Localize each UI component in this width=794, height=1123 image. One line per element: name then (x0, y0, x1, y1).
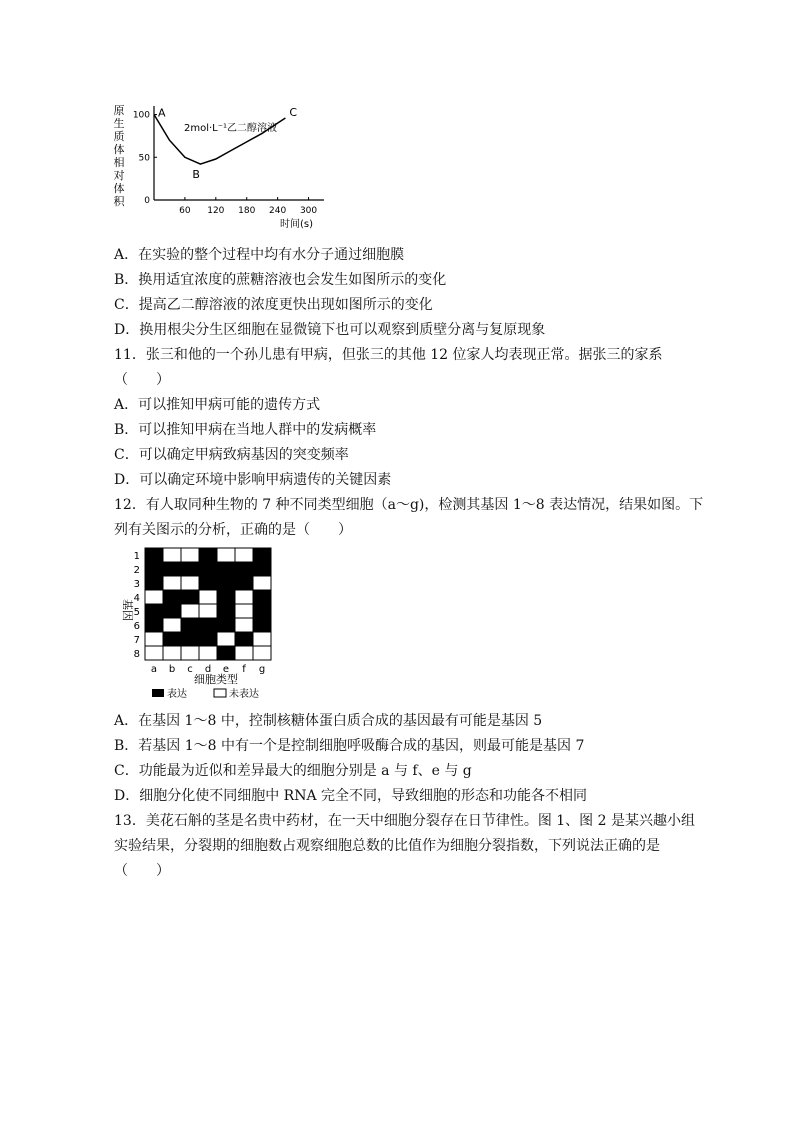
grid-cell (253, 632, 271, 646)
point-label-b: B (192, 168, 200, 182)
x-tick-label: 120 (207, 206, 225, 216)
grid-cell (145, 548, 163, 562)
grid-cell (199, 604, 217, 618)
volume-curve (154, 115, 285, 165)
grid-cell (199, 562, 217, 576)
x-axis-label: 细胞类型 (194, 673, 238, 686)
y-axis-label: 基因 (121, 599, 134, 621)
grid-cell (145, 618, 163, 632)
row-label: 5 (133, 607, 140, 618)
volume-time-chart (112, 100, 342, 235)
row-label: 6 (133, 621, 140, 632)
grid-cell (145, 576, 163, 590)
x-tick-label: 240 (269, 206, 287, 216)
q10-option-b: B．换用适宜浓度的蔗糖溶液也会发生如图所示的变化 (114, 272, 447, 288)
q12-stem-line2: 列有关图示的分析，正确的是（ ） (114, 522, 352, 538)
gene-expression-grid (112, 544, 292, 704)
y-tick-label: 100 (132, 110, 150, 121)
grid-cell (181, 604, 199, 618)
row-label: 8 (133, 649, 140, 660)
grid-cell (217, 562, 235, 576)
q10-option-a: A．在实验的整个过程中均有水分子通过细胞膜 (114, 247, 405, 263)
x-tick-label: 180 (238, 206, 256, 216)
grid-cell (217, 590, 235, 604)
y-axis-label (114, 104, 126, 208)
grid-cell (145, 562, 163, 576)
row-label: 7 (133, 635, 140, 646)
curve-label: 2mol·L⁻¹乙二醇溶液 (184, 123, 278, 134)
q10-option-d: D．换用根尖分生区细胞在显微镜下也可以观察到质壁分离与复原现象 (114, 322, 546, 338)
grid-cell (235, 618, 253, 632)
grid-cell (199, 548, 217, 562)
q12-option-b: B．若基因 1～8 中有一个是控制细胞呼吸酶合成的基因，则最可能是基因 7 (114, 738, 585, 754)
grid-cell (181, 576, 199, 590)
grid-cell (181, 562, 199, 576)
grid-cell (235, 548, 253, 562)
column-label: g (258, 664, 266, 675)
grid-cell (199, 590, 217, 604)
grid-cell (163, 548, 181, 562)
grid-cell (181, 548, 199, 562)
row-label: 2 (133, 565, 140, 576)
x-axis-unit: 时间(s) (280, 219, 314, 230)
point-label-a: A (158, 106, 166, 120)
grid-cell (163, 646, 181, 660)
grid-cell (145, 590, 163, 604)
grid-cell (181, 590, 199, 604)
grid-cell (235, 562, 253, 576)
legend-not-expressed-swatch (214, 689, 226, 697)
grid-cell (163, 576, 181, 590)
y-tick-label: 50 (138, 153, 150, 164)
q11-stem-line2: （ ） (114, 372, 170, 388)
grid-cell (199, 632, 217, 646)
y-label-char: 体 (113, 182, 125, 195)
y-label-char: 生 (113, 117, 125, 130)
legend-not-expressed-label: 未表达 (229, 689, 259, 700)
grid-cell (217, 632, 235, 646)
y-label-char: 相 (113, 156, 125, 169)
grid-cell (163, 632, 181, 646)
row-label: 4 (133, 593, 140, 604)
q12-stem-line1: 12．有人取同种生物的 7 种不同类型细胞（a～g)，检测其基因 1～8 表达情况，结果如图。下 (114, 497, 704, 513)
grid-cell (181, 618, 199, 632)
grid-cells (145, 548, 271, 660)
q12-option-c: C．功能最为近似和差异最大的细胞分别是 a 与 f、e 与 g (114, 763, 472, 779)
q11-option-b: B．可以推知甲病在当地人群中的发病概率 (114, 422, 377, 438)
grid-cell (253, 618, 271, 632)
column-label: c (187, 664, 193, 675)
q13-stem-line1: 13．美花石斛的茎是名贵中药材，在一天中细胞分裂存在日节律性。图 1、图 2 是某兴趣小组 (114, 813, 695, 829)
y-label-char: 质 (113, 130, 125, 143)
grid-cell (235, 632, 253, 646)
grid-cell (253, 590, 271, 604)
column-label: d (204, 664, 212, 675)
grid-cell (181, 632, 199, 646)
grid-cell (163, 604, 181, 618)
y-label-char: 原 (113, 104, 125, 117)
column-label: a (150, 664, 158, 675)
grid-cell (217, 618, 235, 632)
grid-cell (235, 576, 253, 590)
grid-cell (235, 590, 253, 604)
y-tick-label: 0 (144, 196, 150, 206)
grid-cell (199, 646, 217, 660)
y-label-char: 体 (113, 143, 125, 156)
column-label: f (242, 664, 246, 675)
point-label-c: C (289, 105, 298, 119)
grid-cell (163, 618, 181, 632)
q12-option-a: A．在基因 1～8 中，控制核糖体蛋白质合成的基因最有可能是基因 5 (114, 713, 543, 729)
q10-option-c: C．提高乙二醇溶液的浓度更快出现如图所示的变化 (114, 297, 433, 313)
column-label: e (222, 664, 230, 675)
grid-cell (217, 548, 235, 562)
legend-expressed-swatch (152, 689, 164, 697)
grid-cell (145, 646, 163, 660)
row-label: 3 (133, 579, 140, 590)
grid-cell (181, 646, 199, 660)
q11-option-a: A．可以推知甲病可能的遗传方式 (114, 397, 321, 413)
grid-cell (217, 646, 235, 660)
grid-cell (253, 576, 271, 590)
grid-cell (235, 604, 253, 618)
y-label-char: 积 (113, 195, 125, 208)
row-label: 1 (133, 551, 140, 562)
grid-cell (235, 646, 253, 660)
grid-cell (217, 604, 235, 618)
grid-cell (253, 646, 271, 660)
grid-cell (253, 604, 271, 618)
grid-cell (163, 590, 181, 604)
grid-cell (199, 618, 217, 632)
grid-cell (163, 562, 181, 576)
grid-cell (217, 576, 235, 590)
y-ticks (133, 111, 157, 206)
q11-stem-line1: 11．张三和他的一个孙儿患有甲病，但张三的其他 12 位家人均表现正常。据张三的家系 (114, 347, 663, 363)
grid-cell (145, 632, 163, 646)
q11-option-c: C．可以确定甲病致病基因的突变频率 (114, 447, 349, 463)
q12-option-d: D．细胞分化使不同细胞中 RNA 完全不同，导致细胞的形态和功能各不相同 (114, 788, 588, 804)
q13-stem-line2: 实验结果，分裂期的细胞数占观察细胞总数的比值作为细胞分裂指数，下列说法正确的是 (114, 838, 660, 854)
grid-cell (199, 576, 217, 590)
grid-cell (145, 604, 163, 618)
q13-stem-line3: （ ） (114, 863, 170, 879)
q11-option-d: D．可以确定环境中影响甲病遗传的关键因素 (114, 472, 392, 488)
x-tick-label: 60 (179, 206, 191, 216)
grid-cell (253, 562, 271, 576)
legend-expressed-label: 表达 (167, 689, 187, 700)
point-labels (158, 106, 297, 181)
y-label-char: 对 (113, 169, 125, 182)
x-tick-label: 300 (299, 206, 318, 216)
grid-cell (253, 548, 271, 562)
column-label: b (168, 664, 176, 675)
